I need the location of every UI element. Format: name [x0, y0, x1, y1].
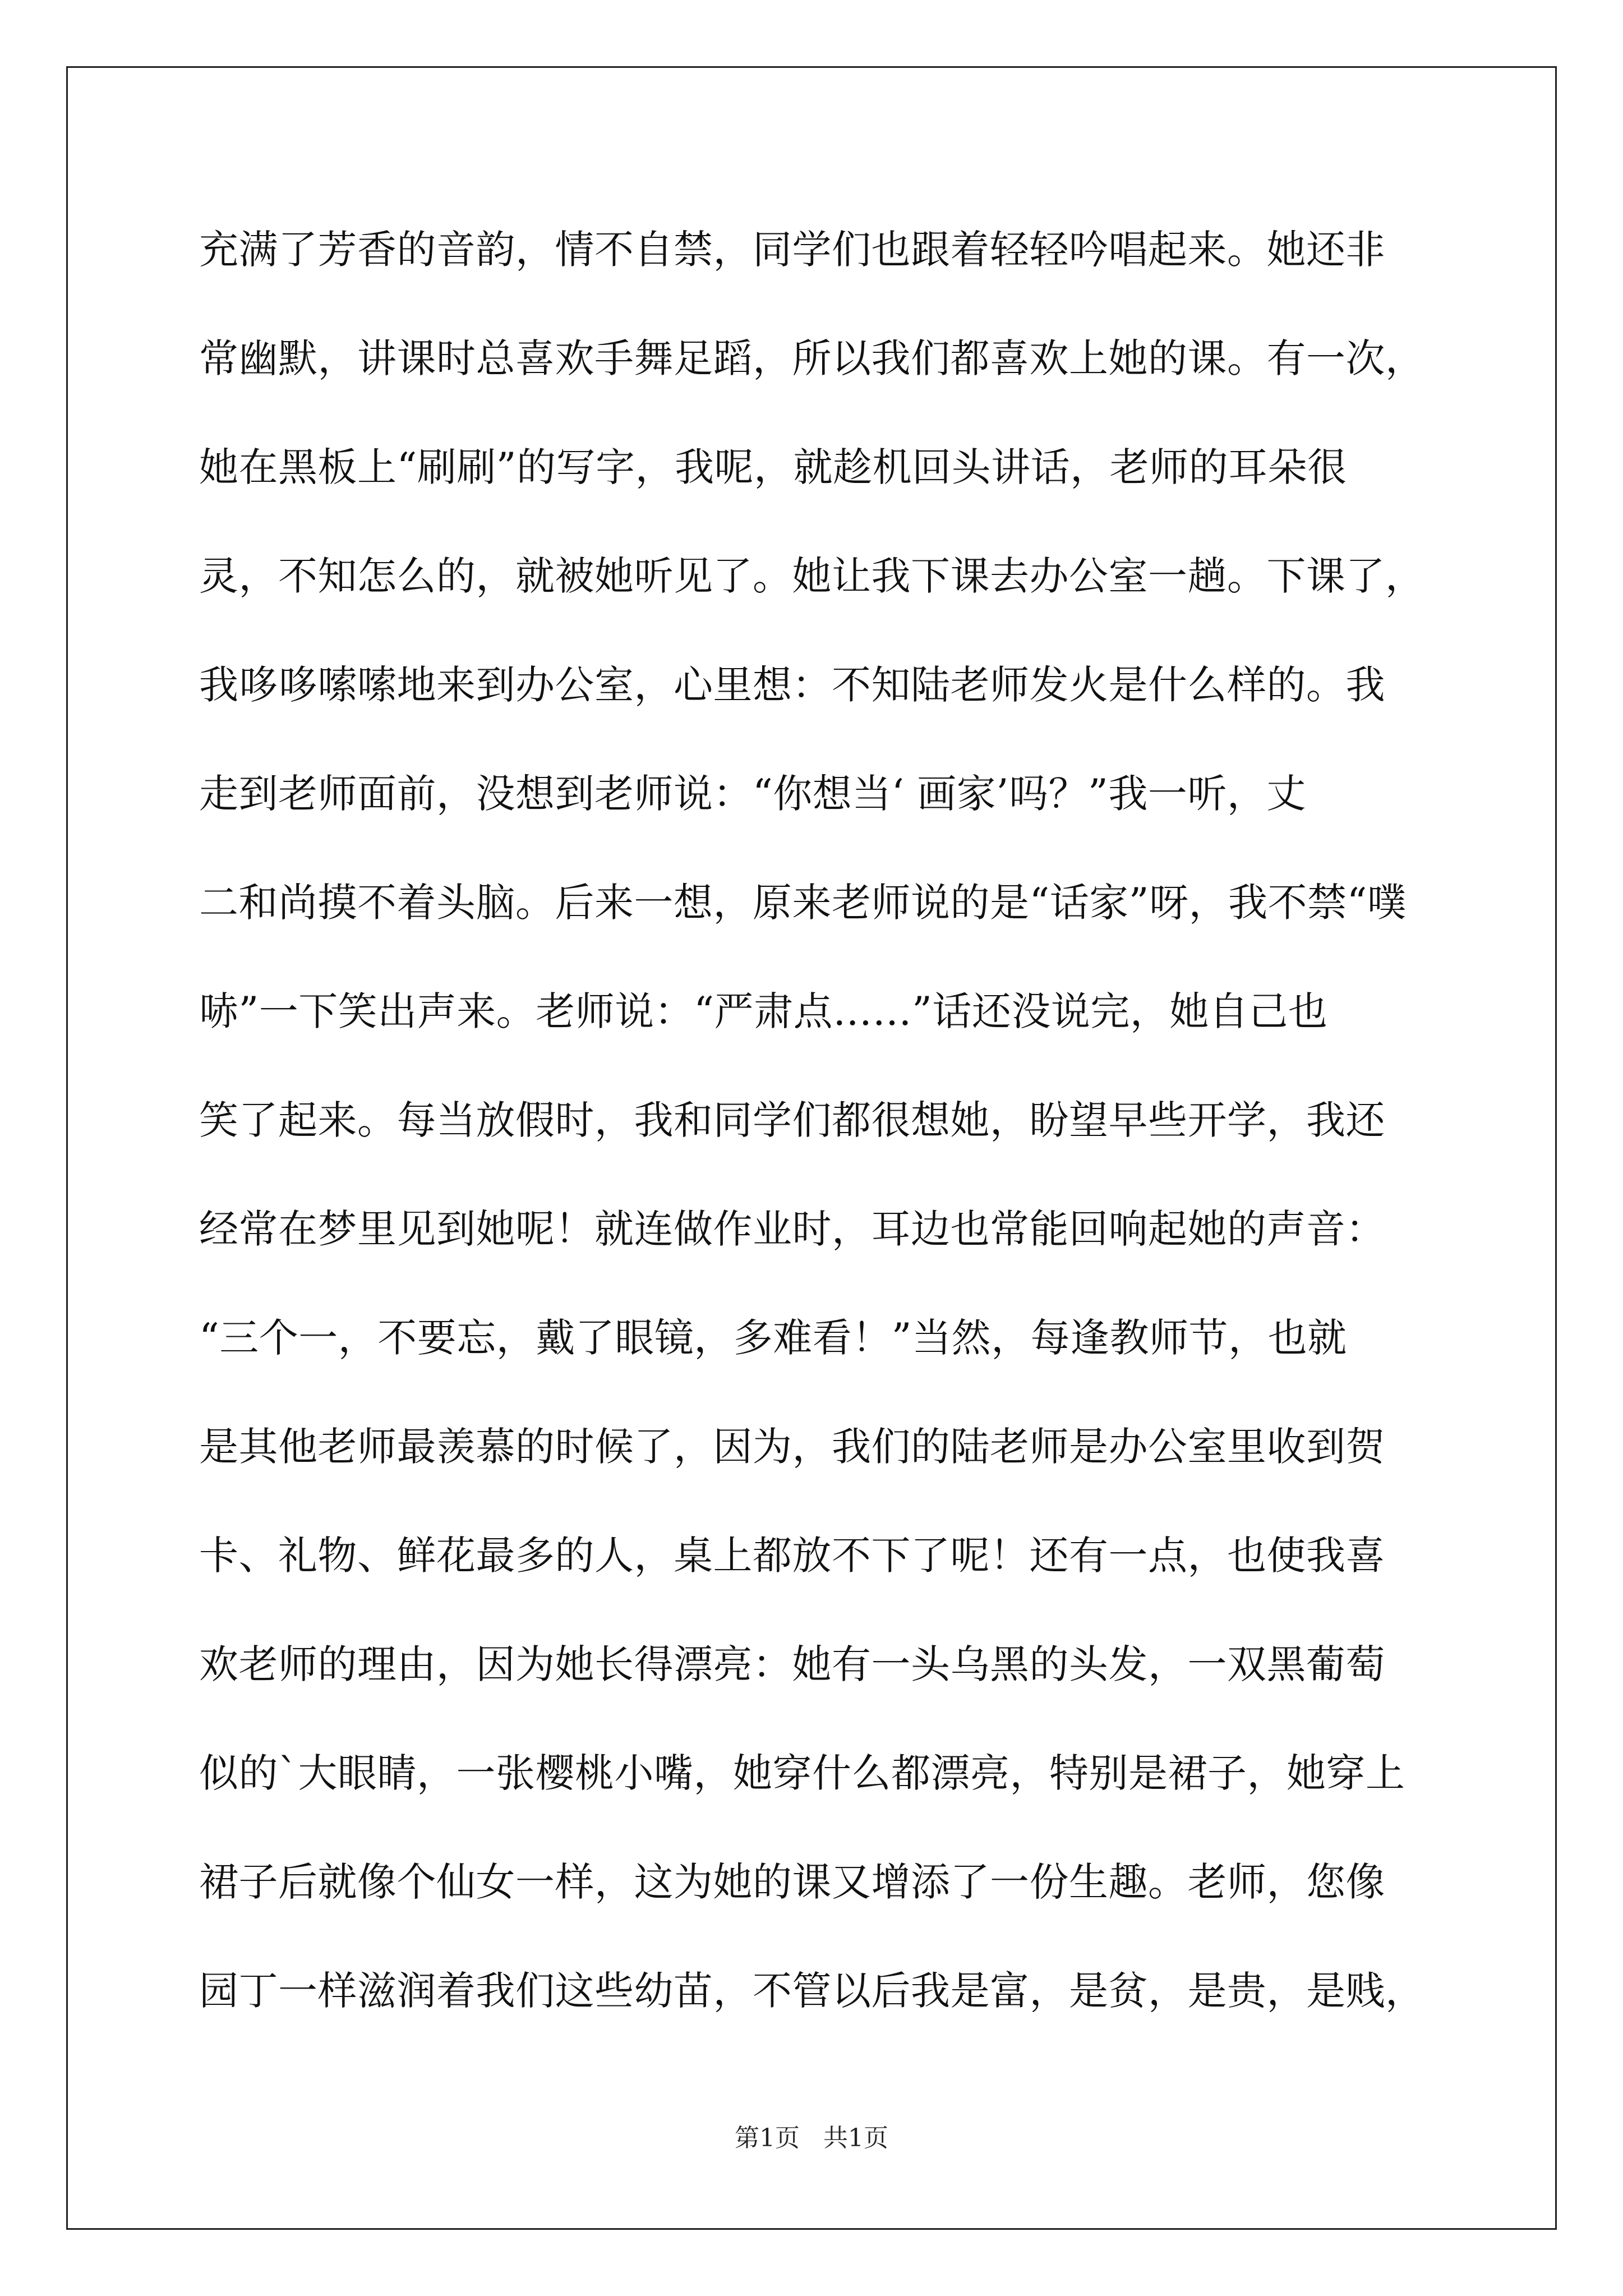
document-body [199, 219, 1455, 2069]
text-line: 卡、礼物、鲜花最多的人，桌上都放不下了呢！还有一点，也使我喜 [199, 1533, 1385, 1579]
text-line: 二和尚摸不着头脑。后来一想，原来老师说的是“话家”呀，我不禁“噗 [199, 880, 1407, 926]
text-line: 笑了起来。每当放假时，我和同学们都很想她，盼望早些开学，我还 [199, 1097, 1385, 1143]
text-line: 是其他老师最羡慕的时候了，因为，我们的陆老师是办公室里收到贺 [199, 1424, 1385, 1470]
text-line: 欢老师的理由，因为她长得漂亮：她有一头乌黑的头发，一双黑葡萄 [199, 1641, 1385, 1687]
text-line: 常幽默，讲课时总喜欢手舞足蹈，所以我们都喜欢上她的课。有一次， [199, 335, 1425, 381]
text-line: “三个一，不要忘，戴了眼镜，多难看！”当然，每逢教师节，也就 [199, 1315, 1347, 1361]
text-line: 灵，不知怎么的，就被她听见了。她让我下课去办公室一趟。下课了， [199, 553, 1425, 599]
text-line: 似的`大眼睛，一张樱桃小嘴，她穿什么都漂亮，特别是裙子，她穿上 [199, 1750, 1405, 1796]
page-footer: 第1页 共1页 [735, 2124, 888, 2152]
text-line: 她在黑板上“刷刷”的写字，我呢，就趁机回头讲话，老师的耳朵很 [199, 444, 1347, 490]
text-line: 经常在梦里见到她呢！就连做作业时，耳边也常能回响起她的声音： [199, 1206, 1385, 1252]
text-line: 我哆哆嗦嗦地来到办公室，心里想：不知陆老师发火是什么样的。我 [199, 662, 1385, 708]
text-line: 充满了芳香的音韵，情不自禁，同学们也跟着轻轻吟唱起来。她还非 [199, 227, 1385, 273]
text-line: 园丁一样滋润着我们这些幼苗，不管以后我是富，是贫，是贵，是贱， [199, 1968, 1425, 2014]
text-line: 裙子后就像个仙女一样，这为她的课又增添了一份生趣。老师，您像 [199, 1859, 1385, 1905]
text-line: 走到老师面前，没想到老师说：“你想当‘ 画家’吗？”我一听，丈 [199, 771, 1306, 817]
text-line: 哧”一下笑出声来。老师说：“严肃点……”话还没说完，她自己也 [199, 988, 1328, 1034]
